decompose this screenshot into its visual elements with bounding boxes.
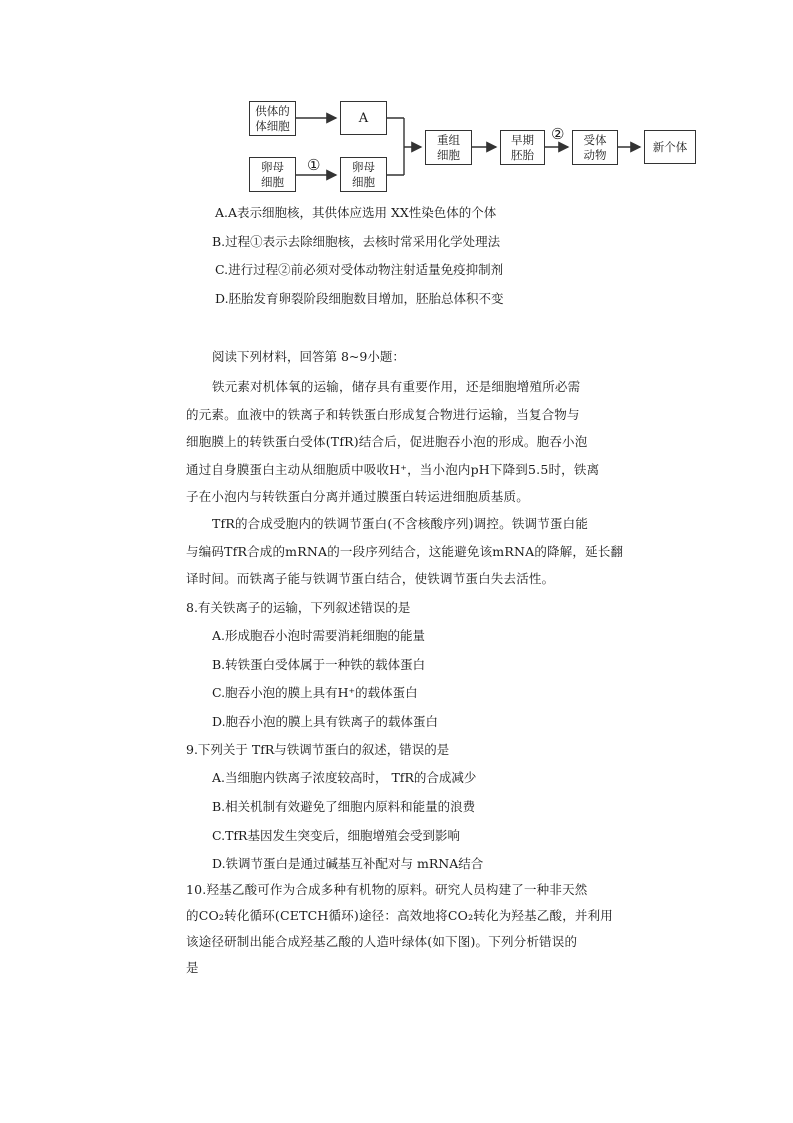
new-individual-box: 新个体 [644,130,696,164]
passage2-line-3: 译时间。而铁离子能与铁调节蛋白结合，使铁调节蛋白失去活性。 [186,571,555,586]
q7-option-d: D.胚胎发育卵裂阶段细胞数目增加，胚胎总体积不变 [215,291,504,306]
diagram-arrows [0,0,793,200]
reconstructed-cell-box: 重组 细胞 [425,130,472,165]
oocyte-box: 卵母 细胞 [249,157,296,192]
passage1-line-5: 子在小泡内与转铁蛋白分离并通过膜蛋白转运进细胞质基质。 [186,489,529,504]
q8-stem: 8.有关铁离子的运输，下列叙述错误的是 [186,600,411,615]
q10-line-1: 10.羟基乙酸可作为合成多种有机物的原料。研究人员构建了一种非天然 [186,882,588,897]
q8-option-a: A.形成胞吞小泡时需要消耗细胞的能量 [212,628,426,643]
step-2-label: ② [551,125,565,143]
passage2-line-1: TfR的合成受胞内的铁调节蛋白(不含核酸序列)调控。铁调节蛋白能 [212,516,589,531]
step-1-label: ① [307,156,321,174]
passage1-line-4: 通过自身膜蛋白主动从细胞质中吸收H⁺，当小泡内pH下降到5.5时，铁离 [186,462,600,477]
a-box: A [340,101,387,135]
reading-intro: 阅读下列材料，回答第 8~9小题： [212,349,405,364]
q8-option-b: B.转铁蛋白受体属于一种铁的载体蛋白 [212,657,426,672]
q7-option-c: C.进行过程②前必须对受体动物注射适量免疫抑制剂 [215,262,504,277]
q9-option-d: D.铁调节蛋白是通过碱基互补配对与 mRNA结合 [212,856,484,871]
q9-option-b: B.相关机制有效避免了细胞内原料和能量的浪费 [212,799,476,814]
recipient-animal-box: 受体 动物 [572,130,618,165]
passage1-line-1: 铁元素对机体氧的运输，储存具有重要作用，还是细胞增殖所必需 [212,379,581,394]
enucleated-oocyte-box: 卵母 细胞 [340,157,387,192]
q10-line-4: 是 [186,960,199,975]
passage1-line-3: 细胞膜上的转铁蛋白受体(TfR)结合后，促进胞吞小泡的形成。胞吞小泡 [186,434,588,449]
q8-option-d: D.胞吞小泡的膜上具有铁离子的载体蛋白 [212,714,439,729]
q7-option-b: B.过程①表示去除细胞核，去核时常采用化学处理法 [212,234,501,249]
q8-option-c: C.胞吞小泡的膜上具有H⁺的载体蛋白 [212,685,418,700]
q9-option-c: C.TfR基因发生突变后，细胞增殖会受到影响 [212,828,460,843]
q9-stem: 9.下列关于 TfR与铁调节蛋白的叙述，错误的是 [186,742,450,757]
q10-line-2: 的CO₂转化循环(CETCH循环)途径：高效地将CO₂转化为羟基乙酸，并利用 [186,908,613,923]
passage2-line-2: 与编码TfR合成的mRNA的一段序列结合，这能避免该mRNA的降解，延长翻 [186,544,624,559]
passage1-line-2: 的元素。血液中的铁离子和转铁蛋白形成复合物进行运输，当复合物与 [186,407,580,422]
early-embryo-box: 早期 胚胎 [500,130,545,165]
q10-line-3: 该途径研制出能合成羟基乙酸的人造叶绿体(如下图)。下列分析错误的 [186,934,578,949]
q9-option-a: A.当细胞内铁离子浓度较高时， TfR的合成减少 [212,770,477,785]
q7-option-a: A.A表示细胞核，其供体应选用 XX性染色体的个体 [215,205,497,220]
donor-cell-box: 供体的 体细胞 [249,101,296,136]
